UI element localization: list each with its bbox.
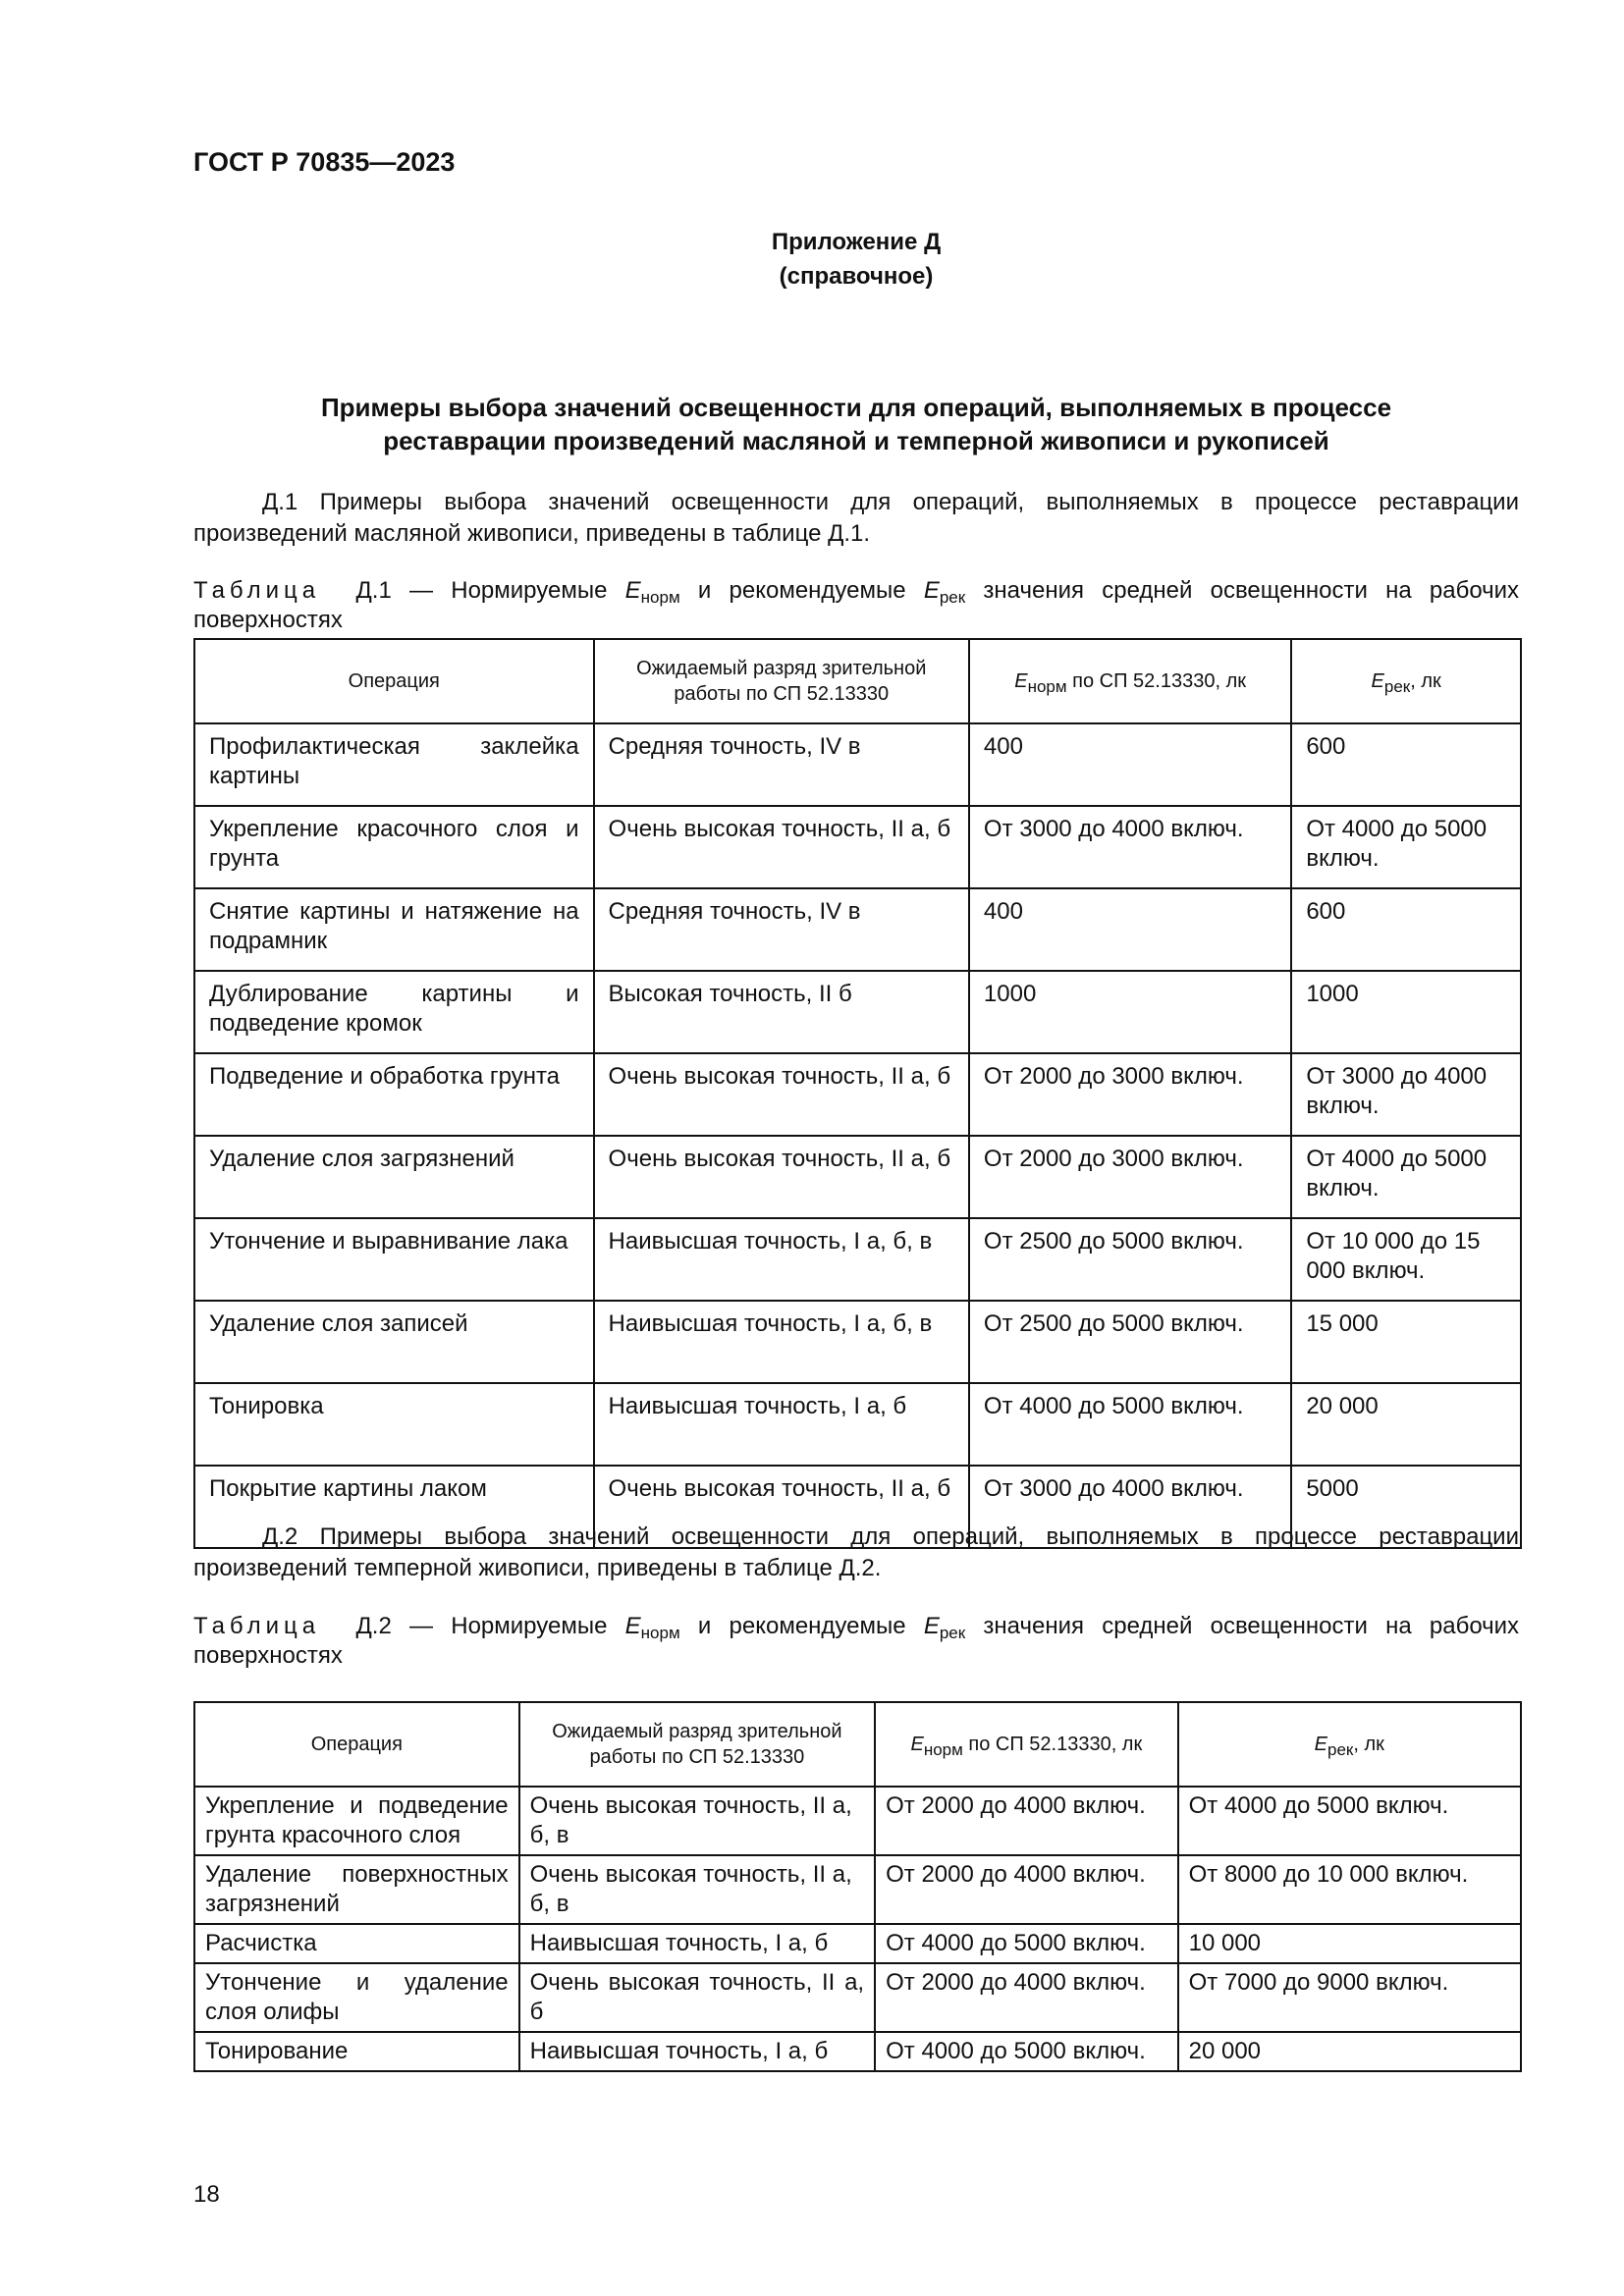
e-symbol: E (923, 1613, 940, 1639)
table-number: Д.1 (355, 577, 392, 604)
cell-operation: Дублирование картины и подведение кромок (194, 971, 594, 1053)
cell-e-norm: От 3000 до 4000 включ. (969, 1466, 1291, 1548)
cell-operation: Укрепление красочного слоя и грунта (194, 806, 594, 888)
cell-grade: Наивысшая точность, I а, б (519, 1924, 875, 1963)
table-row (194, 1787, 1521, 1855)
e-symbol: E (1314, 1734, 1328, 1755)
section-title-line-2: реставрации произведений масляной и темперной живописи и рукописей (383, 426, 1329, 455)
cell-e-norm: От 2500 до 5000 включ. (969, 1301, 1291, 1383)
cell-grade: Очень высокая точность, II а, б (594, 1466, 969, 1548)
paragraph-d1: Д.1 Примеры выбора значений освещенности для операций, выполняемых в процессе реставрации произведений масляной живописи, приведены в таблице Д.1. (193, 489, 1519, 547)
header-e-norm (969, 639, 1291, 723)
cell-grade: Очень высокая точность, II а, б (594, 1136, 969, 1218)
cell-operation: Укрепление и подведение грунта красочного слоя (194, 1787, 519, 1855)
e-symbol: E (910, 1734, 924, 1755)
table-row (194, 971, 1521, 1053)
cell-e-rec: От 7000 до 9000 включ. (1178, 1963, 1521, 2032)
cell-grade: Высокая точность, II б (594, 971, 969, 1053)
header-e-norm-label: по СП 52.13330, лк (1072, 670, 1246, 692)
cell-grade: Очень высокая точность, II а, б, в (519, 1855, 875, 1924)
cell-e-rec: 5000 (1291, 1466, 1521, 1548)
table-row (194, 2032, 1521, 2071)
cell-e-rec: От 3000 до 4000 включ. (1291, 1053, 1521, 1136)
header-operation: Операция (194, 639, 594, 723)
cell-grade: Очень высокая точность, II а, б (594, 806, 969, 888)
cell-grade: Очень высокая точность, II а, б, в (519, 1787, 875, 1855)
table-row (194, 1218, 1521, 1301)
header-e-rec-label: , лк (1353, 1734, 1384, 1755)
cell-grade: Очень высокая точность, II а, б (519, 1963, 875, 2032)
cell-e-norm: 1000 (969, 971, 1291, 1053)
table-row (194, 806, 1521, 888)
cell-operation: Удаление слоя загрязнений (194, 1136, 594, 1218)
header-e-rec (1178, 1702, 1521, 1787)
table-row (194, 1301, 1521, 1383)
cell-e-norm: От 2000 до 4000 включ. (875, 1855, 1178, 1924)
cell-e-rec: 10 000 (1178, 1924, 1521, 1963)
table-label: Таблица (193, 1613, 321, 1639)
cell-e-norm: От 2000 до 4000 включ. (875, 1963, 1178, 2032)
table1-caption (193, 576, 1519, 635)
cell-e-rec: 600 (1291, 888, 1521, 971)
rec-subscript: рек (939, 1624, 966, 1642)
cell-operation: Тонирование (194, 2032, 519, 2071)
caption-text: значения средней освещенности на рабочих поверхностях (193, 577, 1520, 633)
header-e-rec (1291, 639, 1521, 723)
cell-grade: Наивысшая точность, I а, б, в (594, 1218, 969, 1301)
table-row (194, 1136, 1521, 1218)
cell-e-norm: 400 (969, 723, 1291, 806)
norm-subscript: норм (640, 588, 680, 607)
e-symbol: E (624, 577, 641, 604)
table-header-row (194, 639, 1521, 723)
header-e-norm (875, 1702, 1178, 1787)
rec-subscript: рек (1327, 1740, 1354, 1759)
cell-operation: Утончение и удаление слоя олифы (194, 1963, 519, 2032)
table-row (194, 1053, 1521, 1136)
table-row (194, 1383, 1521, 1466)
cell-operation: Расчистка (194, 1924, 519, 1963)
header-grade: Ожидаемый разряд зрительной работы по СП 52.13330 (594, 639, 969, 723)
table-d2 (193, 1701, 1522, 2072)
rec-subscript: рек (939, 588, 966, 607)
caption-text: значения средней освещенности на рабочих поверхностях (193, 1613, 1520, 1669)
cell-e-rec: 20 000 (1178, 2032, 1521, 2071)
table-row (194, 1924, 1521, 1963)
cell-e-rec: От 4000 до 5000 включ. (1291, 1136, 1521, 1218)
cell-operation: Подведение и обработка грунта (194, 1053, 594, 1136)
page-number: 18 (193, 2181, 220, 2208)
table-row (194, 1855, 1521, 1924)
cell-e-rec: От 4000 до 5000 включ. (1178, 1787, 1521, 1855)
cell-operation: Утончение и выравнивание лака (194, 1218, 594, 1301)
cell-e-norm: От 2000 до 3000 включ. (969, 1136, 1291, 1218)
table-number: Д.2 (355, 1613, 392, 1639)
cell-e-norm: От 4000 до 5000 включ. (875, 2032, 1178, 2071)
cell-operation: Удаление поверхностных загрязнений (194, 1855, 519, 1924)
cell-e-rec: От 4000 до 5000 включ. (1291, 806, 1521, 888)
cell-e-norm: От 2000 до 3000 включ. (969, 1053, 1291, 1136)
annex-title (193, 225, 1519, 294)
cell-grade: Наивысшая точность, I а, б, в (594, 1301, 969, 1383)
header-operation: Операция (194, 1702, 519, 1787)
annex-name: Приложение Д (771, 229, 942, 255)
cell-e-norm: От 4000 до 5000 включ. (875, 1924, 1178, 1963)
table-label: Таблица (193, 577, 321, 604)
cell-e-rec: 1000 (1291, 971, 1521, 1053)
cell-operation: Покрытие картины лаком (194, 1466, 594, 1548)
header-e-rec-label: , лк (1410, 670, 1441, 692)
caption-text: — Нормируемые (409, 577, 608, 604)
cell-e-norm: От 2000 до 4000 включ. (875, 1787, 1178, 1855)
header-e-norm-label: по СП 52.13330, лк (968, 1734, 1143, 1755)
cell-operation: Профилактическая заклейка картины (194, 723, 594, 806)
e-symbol: E (923, 577, 940, 604)
rec-subscript: рек (1383, 677, 1411, 696)
cell-grade: Очень высокая точность, II а, б (594, 1053, 969, 1136)
table-row (194, 723, 1521, 806)
annex-status: (справочное) (779, 263, 934, 290)
table-row (194, 1963, 1521, 2032)
table2-caption (193, 1612, 1519, 1671)
header-grade: Ожидаемый разряд зрительной работы по СП 52.13330 (519, 1702, 875, 1787)
cell-grade: Наивысшая точность, I а, б (519, 2032, 875, 2071)
caption-text: и рекомендуемые (697, 577, 906, 604)
table-d1 (193, 638, 1522, 1549)
table-header-row (194, 1702, 1521, 1787)
section-title-line-1: Примеры выбора значений освещенности для операций, выполняемых в процессе (320, 393, 1392, 422)
cell-grade: Средняя точность, IV в (594, 723, 969, 806)
cell-e-rec: 600 (1291, 723, 1521, 806)
cell-grade: Наивысшая точность, I а, б (594, 1383, 969, 1466)
cell-e-norm: 400 (969, 888, 1291, 971)
cell-operation: Снятие картины и натяжение на подрамник (194, 888, 594, 971)
document-code: ГОСТ Р 70835—2023 (193, 147, 456, 177)
paragraph-d2: Д.2 Примеры выбора значений освещенности для операций, выполняемых в процессе реставрации произведений темперной живописи, приведены в таблице Д.2. (193, 1523, 1519, 1581)
cell-e-rec: 20 000 (1291, 1383, 1521, 1466)
e-symbol: E (1371, 670, 1384, 692)
norm-subscript: норм (923, 1740, 963, 1759)
cell-e-rec: 15 000 (1291, 1301, 1521, 1383)
e-symbol: E (624, 1613, 641, 1639)
cell-e-norm: От 4000 до 5000 включ. (969, 1383, 1291, 1466)
cell-grade: Средняя точность, IV в (594, 888, 969, 971)
cell-operation: Удаление слоя записей (194, 1301, 594, 1383)
e-symbol: E (1014, 670, 1028, 692)
caption-text: и рекомендуемые (697, 1613, 906, 1639)
cell-e-norm: От 2500 до 5000 включ. (969, 1218, 1291, 1301)
norm-subscript: норм (1027, 677, 1067, 696)
cell-e-rec: От 10 000 до 15 000 включ. (1291, 1218, 1521, 1301)
cell-operation: Тонировка (194, 1383, 594, 1466)
cell-e-rec: От 8000 до 10 000 включ. (1178, 1855, 1521, 1924)
norm-subscript: норм (640, 1624, 680, 1642)
table-row (194, 888, 1521, 971)
caption-text: — Нормируемые (409, 1613, 608, 1639)
cell-e-norm: От 3000 до 4000 включ. (969, 806, 1291, 888)
section-title (193, 391, 1519, 457)
